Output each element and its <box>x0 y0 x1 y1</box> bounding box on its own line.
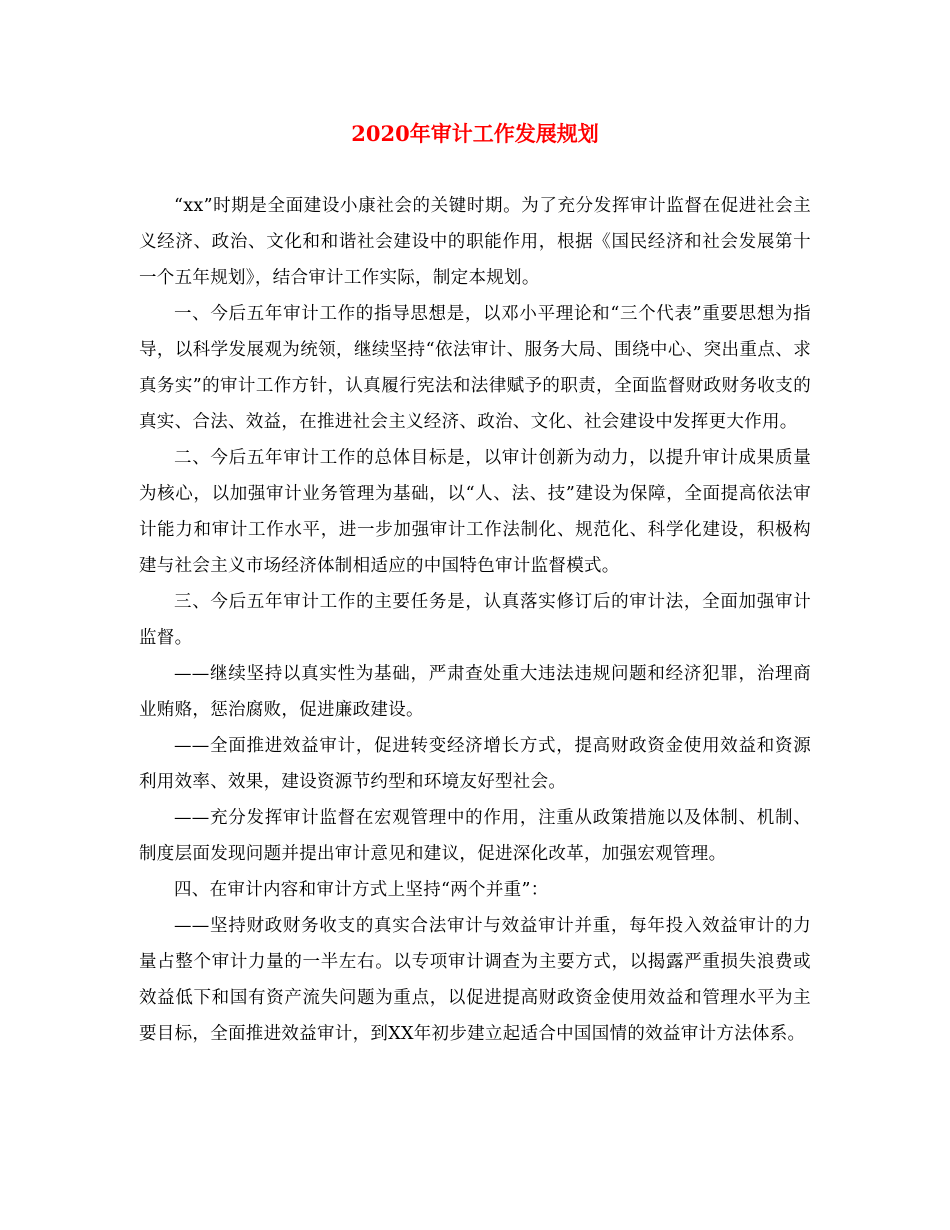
emphasis-item-financial-audit: ——坚持财政财务收支的真实合法审计与效益审计并重，每年投入效益审计的力量占整个审计力量的一半左右。以专项审计调查为主要方式，以揭露严重损失浪费或效益低下和国有资产流失问题为重点，以促进提高财政资金使用效益和管理水平为主要目标，全面推进效益审计，到XX年初步建立起适合中国国情的效益审计方法体系。 <box>139 916 811 1044</box>
document-page <box>139 118 811 1052</box>
task-item-macro-management: ——充分发挥审计监督在宏观管理中的作用，注重从政策措施以及体制、机制、制度层面发现问题并提出审计意见和建议，促进深化改革，加强宏观管理。 <box>139 808 811 864</box>
task-item-efficiency-audit: ——全面推进效益审计，促进转变经济增长方式，提高财政资金使用效益和资源利用效率、效果，建设资源节约型和环境友好型社会。 <box>139 736 811 792</box>
two-emphases-paragraph: 四、在审计内容和审计方式上坚持“两个并重”： <box>174 880 549 900</box>
guiding-ideology-paragraph: 一、今后五年审计工作的指导思想是，以邓小平理论和“三个代表”重要思想为指导，以科学发展观为统领，继续坚持“依法审计、服务大局、围绕中心、突出重点、求真务实”的审计工作方针，认真履行宪法和法律赋予的职责，全面监督财政财务收支的真实、合法、效益，在推进社会主义经济、政治、文化、社会建设中发挥更大作用。 <box>139 304 811 432</box>
overall-goal-paragraph: 二、今后五年审计工作的总体目标是，以审计创新为动力，以提升审计成果质量为核心，以加强审计业务管理为基础，以“人、法、技”建设为保障，全面提高依法审计能力和审计工作水平，进一步加强审计工作法制化、规范化、科学化建设，积极构建与社会主义市场经济体制相适应的中国特色审计监督模式。 <box>139 448 811 576</box>
main-tasks-paragraph: 三、今后五年审计工作的主要任务是，认真落实修订后的审计法，全面加强审计监督。 <box>139 592 811 648</box>
document-title: 2020年审计工作发展规划 <box>351 121 599 146</box>
task-item-authenticity: ——继续坚持以真实性为基础，严肃查处重大违法违规问题和经济犯罪，治理商业贿赂，惩治腐败，促进廉政建设。 <box>139 664 811 720</box>
intro-paragraph: “xx”时期是全面建设小康社会的关键时期。为了充分发挥审计监督在促进社会主义经济、政治、文化和和谐社会建设中的职能作用，根据《国民经济和社会发展第十一个五年规划》，结合审计工作实际，制定本规划。 <box>139 196 811 288</box>
